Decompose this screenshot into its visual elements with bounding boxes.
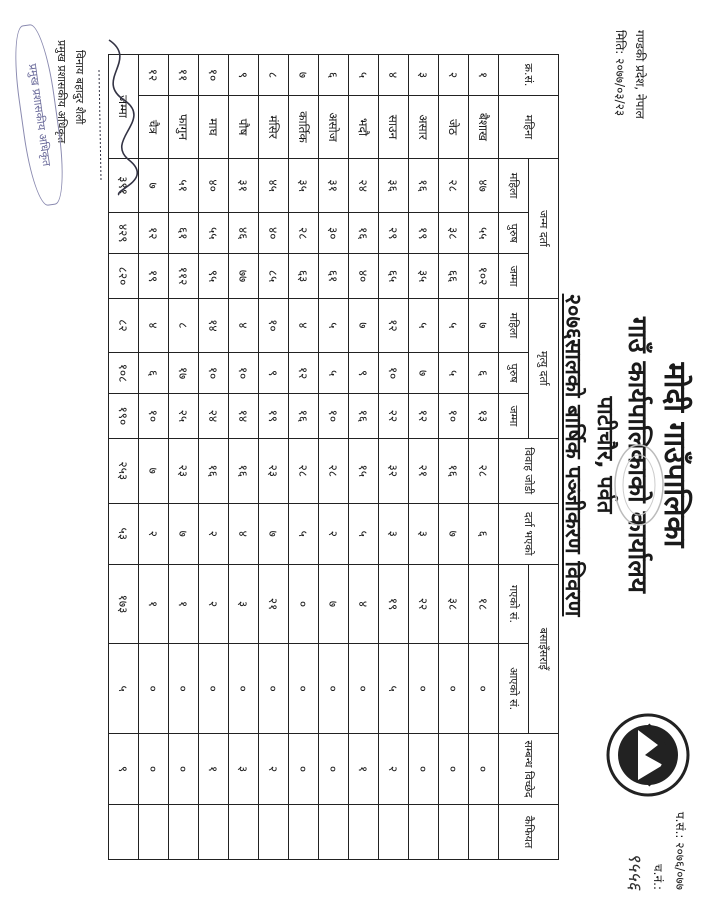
table-cell: [199, 805, 229, 860]
table-cell: ५३: [109, 503, 139, 564]
table-cell: [469, 805, 499, 860]
dispatch-number-label: च.नं.:: [651, 864, 665, 890]
table-row: [379, 55, 409, 860]
table-cell: [229, 805, 259, 860]
dispatch-number-handwritten: ९५५६: [624, 852, 645, 890]
table-cell: १८: [469, 564, 499, 643]
official-stamp: प्रमुख प्रशासकीय अधिकृत: [9, 22, 70, 207]
col-header-marriage: विवाह जोडी: [499, 438, 559, 503]
signatory-name: विनाय बहादुर शैली: [73, 50, 86, 125]
table-cell: ३५: [289, 159, 319, 213]
table-cell: ५: [319, 353, 349, 394]
table-cell: [379, 805, 409, 860]
table-cell: ३६: [379, 159, 409, 213]
sub-header-migrated-out: गएको सं.: [499, 564, 529, 643]
table-cell: ४७: [469, 159, 499, 213]
col-header-divorce: दर्ता भएको: [499, 503, 559, 564]
month-cell: जेठ: [439, 96, 469, 159]
table-cell: ७: [409, 353, 439, 394]
month-cell: असोज: [319, 96, 349, 159]
table-cell: ३: [229, 564, 259, 643]
table-cell: १: [349, 734, 379, 805]
table-cell: २९: [379, 213, 409, 254]
table-cell: २८: [439, 159, 469, 213]
table-cell: ३१: [319, 159, 349, 213]
table-cell: ९: [109, 734, 139, 805]
sn-cell: ८: [259, 55, 289, 96]
table-cell: १९: [259, 394, 289, 439]
table-cell: ४२९: [109, 213, 139, 254]
table-cell: १५: [349, 438, 379, 503]
table-cell: ८२०: [109, 254, 139, 299]
month-cell: भदौ: [349, 96, 379, 159]
table-cell: १०: [319, 394, 349, 439]
sub-header-birth-male: पुरुष: [499, 213, 529, 254]
table-cell: ४०: [259, 213, 289, 254]
table-cell: १: [199, 734, 229, 805]
registration-table: [108, 54, 559, 860]
table-cell: २४: [349, 159, 379, 213]
table-cell: ४: [229, 298, 259, 352]
table-cell: १०: [199, 353, 229, 394]
col-header-separation: सम्बन्ध विच्छेद: [499, 734, 559, 805]
table-cell: १२: [379, 298, 409, 352]
table-cell: १६: [289, 394, 319, 439]
table-cell: ०: [469, 644, 499, 734]
table-cell: ४: [139, 298, 169, 352]
table-cell: १२: [139, 213, 169, 254]
table-cell: २: [319, 503, 349, 564]
table-cell: ०: [409, 644, 439, 734]
table-row: [289, 55, 319, 860]
table-cell: १४: [229, 394, 259, 439]
table-cell: ०: [169, 644, 199, 734]
sn-cell: ६: [319, 55, 349, 96]
table-cell: ४: [229, 503, 259, 564]
table-cell: १९: [379, 564, 409, 643]
sn-cell: ३: [409, 55, 439, 96]
table-cell: ५५: [469, 213, 499, 254]
table-cell: ७: [319, 564, 349, 643]
table-cell: १२: [409, 394, 439, 439]
table-cell: २३: [259, 438, 289, 503]
table-cell: [109, 805, 139, 860]
table-cell: १०: [229, 353, 259, 394]
table-cell: २: [199, 564, 229, 643]
signature-block: [19, 20, 149, 210]
table-cell: ५१: [169, 159, 199, 213]
table-cell: २८: [289, 438, 319, 503]
table-cell: ४: [349, 564, 379, 643]
col-header-month: महिना: [499, 96, 559, 159]
table-cell: ४०: [199, 159, 229, 213]
table-cell: ५: [379, 644, 409, 734]
table-cell: १७: [169, 353, 199, 394]
table-cell: २३: [169, 438, 199, 503]
table-cell: ०: [229, 644, 259, 734]
table-cell: १६: [349, 213, 379, 254]
table-cell: ८५: [259, 254, 289, 299]
table-row: [469, 55, 499, 860]
table-cell: ०: [439, 734, 469, 805]
table-cell: २८: [469, 438, 499, 503]
table-cell: १६: [409, 159, 439, 213]
table-cell: ०: [169, 734, 199, 805]
table-cell: ३२: [379, 438, 409, 503]
table-cell: ५: [289, 503, 319, 564]
table-cell: ९: [349, 353, 379, 394]
table-cell: ८: [169, 298, 199, 352]
table-cell: ३: [379, 503, 409, 564]
table-row: [169, 55, 199, 860]
table-cell: ५: [319, 298, 349, 352]
table-cell: १२: [289, 353, 319, 394]
table-cell: १६: [439, 438, 469, 503]
month-cell: कार्तिक: [289, 96, 319, 159]
month-cell: साउन: [379, 96, 409, 159]
table-cell: ०: [199, 644, 229, 734]
table-cell: २५: [169, 394, 199, 439]
table-cell: १६: [229, 438, 259, 503]
table-cell: ४: [289, 298, 319, 352]
table-cell: [169, 805, 199, 860]
table-cell: ११२: [169, 254, 199, 299]
table-cell: ०: [259, 644, 289, 734]
table-cell: [259, 805, 289, 860]
month-cell: माघ: [199, 96, 229, 159]
table-cell: १०: [439, 394, 469, 439]
month-cell: मंसिर: [259, 96, 289, 159]
table-cell: ३१: [229, 159, 259, 213]
table-cell: ५: [439, 298, 469, 352]
table-cell: ४०: [349, 254, 379, 299]
table-cell: ३९१: [109, 159, 139, 213]
table-cell: ७: [259, 503, 289, 564]
col-header-remarks: कैफियत: [499, 805, 559, 860]
sn-cell: ७: [289, 55, 319, 96]
table-cell: ०: [319, 644, 349, 734]
table-cell: ४५: [259, 159, 289, 213]
table-cell: ०: [289, 564, 319, 643]
month-cell: फागुन: [169, 96, 199, 159]
table-cell: २४: [199, 394, 229, 439]
table-cell: ६१: [319, 254, 349, 299]
table-cell: ५: [409, 298, 439, 352]
table-cell: १६: [199, 438, 229, 503]
table-cell: ५५: [199, 213, 229, 254]
table-cell: १: [139, 564, 169, 643]
table-cell: १४: [199, 298, 229, 352]
table-cell: [139, 805, 169, 860]
table-cell: [349, 805, 379, 860]
table-cell: [409, 805, 439, 860]
table-cell: १०२: [469, 254, 499, 299]
sn-cell: २: [439, 55, 469, 96]
office-address: पाटीचौर, पर्वत: [592, 396, 617, 514]
table-cell: १९: [409, 213, 439, 254]
table-cell: १०: [139, 394, 169, 439]
table-cell: ६६: [439, 254, 469, 299]
table-cell: १३: [469, 394, 499, 439]
signatory-designation: प्रमुख प्रशासकीय अधिकृत: [55, 40, 68, 144]
table-cell: २२: [409, 564, 439, 643]
sub-header-death-total: जम्मा: [499, 394, 529, 439]
sub-header-birth-female: महिला: [499, 159, 529, 213]
sn-cell: १: [469, 55, 499, 96]
table-cell: १: [169, 564, 199, 643]
table-cell: ७७: [229, 254, 259, 299]
table-row: [199, 55, 229, 860]
table-row: [319, 55, 349, 860]
table-cell: ६: [469, 353, 499, 394]
table-cell: ३५: [409, 254, 439, 299]
signature-icon: [89, 30, 149, 200]
table-cell: १७३: [109, 564, 139, 643]
report-date: मिति: २०७७/०३/२३: [613, 30, 627, 117]
table-cell: ०: [469, 734, 499, 805]
table-row: [439, 55, 469, 860]
sub-header-death-female: महिला: [499, 298, 529, 352]
table-cell: ६१: [169, 213, 199, 254]
table-cell: [289, 805, 319, 860]
table-cell: २१: [259, 564, 289, 643]
sub-header-birth-total: जम्मा: [499, 254, 529, 299]
table-cell: ६५: [379, 254, 409, 299]
table-cell: ८२: [109, 298, 139, 352]
table-cell: २२: [379, 394, 409, 439]
table-cell: [319, 805, 349, 860]
table-cell: २५३: [109, 438, 139, 503]
table-cell: ०: [139, 734, 169, 805]
table-row: [259, 55, 289, 860]
sn-cell: ५: [349, 55, 379, 96]
report-title: २०७६सालको बार्षिक पञ्जीकरण विवरण: [560, 293, 585, 617]
table-cell: १०: [379, 353, 409, 394]
month-cell: असार: [409, 96, 439, 159]
table-row: [229, 55, 259, 860]
table-cell: २८: [319, 438, 349, 503]
sn-cell: ४: [379, 55, 409, 96]
month-cell: बैशाख: [469, 96, 499, 159]
table-cell: ५: [109, 644, 139, 734]
table-cell: ०: [289, 644, 319, 734]
table-cell: ६: [139, 353, 169, 394]
month-cell: पौष: [229, 96, 259, 159]
table-cell: ४६: [229, 213, 259, 254]
sub-header-death-male: पुरुष: [499, 353, 529, 394]
organization-name: मोदी गाउँपालिका: [657, 362, 692, 548]
table-row: [349, 55, 379, 860]
table-cell: ३: [229, 734, 259, 805]
office-name: गाउँ कार्यपालिकाको कार्यालय: [622, 317, 652, 593]
reference-number: प.सं.: २०७६/०७७: [673, 811, 687, 890]
table-cell: [439, 805, 469, 860]
table-cell: ३८: [439, 564, 469, 643]
table-cell: ३: [409, 503, 439, 564]
table-cell: ७: [139, 438, 169, 503]
table-cell: २: [199, 503, 229, 564]
table-cell: ७: [349, 298, 379, 352]
table-cell: २१: [409, 438, 439, 503]
table-cell: १९: [139, 254, 169, 299]
table-cell: १९०: [109, 394, 139, 439]
province-label: गण्डकी प्रदेश, नेपाल: [633, 30, 647, 119]
table-cell: ७: [169, 503, 199, 564]
sn-cell: १२: [139, 55, 169, 96]
table-cell: १०: [259, 298, 289, 352]
table-cell: ०: [409, 734, 439, 805]
table-cell: ०: [289, 734, 319, 805]
table-cell: ९५: [199, 254, 229, 299]
table-cell: ७: [439, 503, 469, 564]
table-cell: ३०: [319, 213, 349, 254]
table-cell: १६: [349, 394, 379, 439]
group-header-birth: जन्म दर्ता: [529, 159, 559, 299]
total-label: जम्मा: [109, 55, 139, 159]
table-cell: ०: [319, 734, 349, 805]
group-header-migration: बसाइँसराइँ: [529, 564, 559, 733]
faint-stamp-icon: [609, 440, 669, 530]
table-cell: ३८: [439, 213, 469, 254]
table-cell: ०: [349, 644, 379, 734]
table-cell: ०: [439, 644, 469, 734]
table-cell: ०: [139, 644, 169, 734]
table-cell: २: [379, 734, 409, 805]
table-cell: ९: [259, 353, 289, 394]
month-cell: चैत्र: [139, 96, 169, 159]
table-cell: ६३: [289, 254, 319, 299]
sub-header-migrated-in: आएको सं.: [499, 644, 529, 734]
table-cell: ५: [349, 503, 379, 564]
sn-cell: ११: [169, 55, 199, 96]
table-cell: ७: [469, 298, 499, 352]
table-cell: २: [139, 503, 169, 564]
table-cell: २८: [289, 213, 319, 254]
table-row: [409, 55, 439, 860]
col-header-sn: क्र.सं.: [499, 55, 559, 96]
table-cell: २: [259, 734, 289, 805]
sn-cell: १०: [199, 55, 229, 96]
table-cell: ५: [439, 353, 469, 394]
sn-cell: ९: [229, 55, 259, 96]
group-header-death: मृत्यु दर्ता: [529, 298, 559, 438]
table-cell: ७: [139, 159, 169, 213]
table-cell: ६: [469, 503, 499, 564]
table-cell: १०८: [109, 353, 139, 394]
